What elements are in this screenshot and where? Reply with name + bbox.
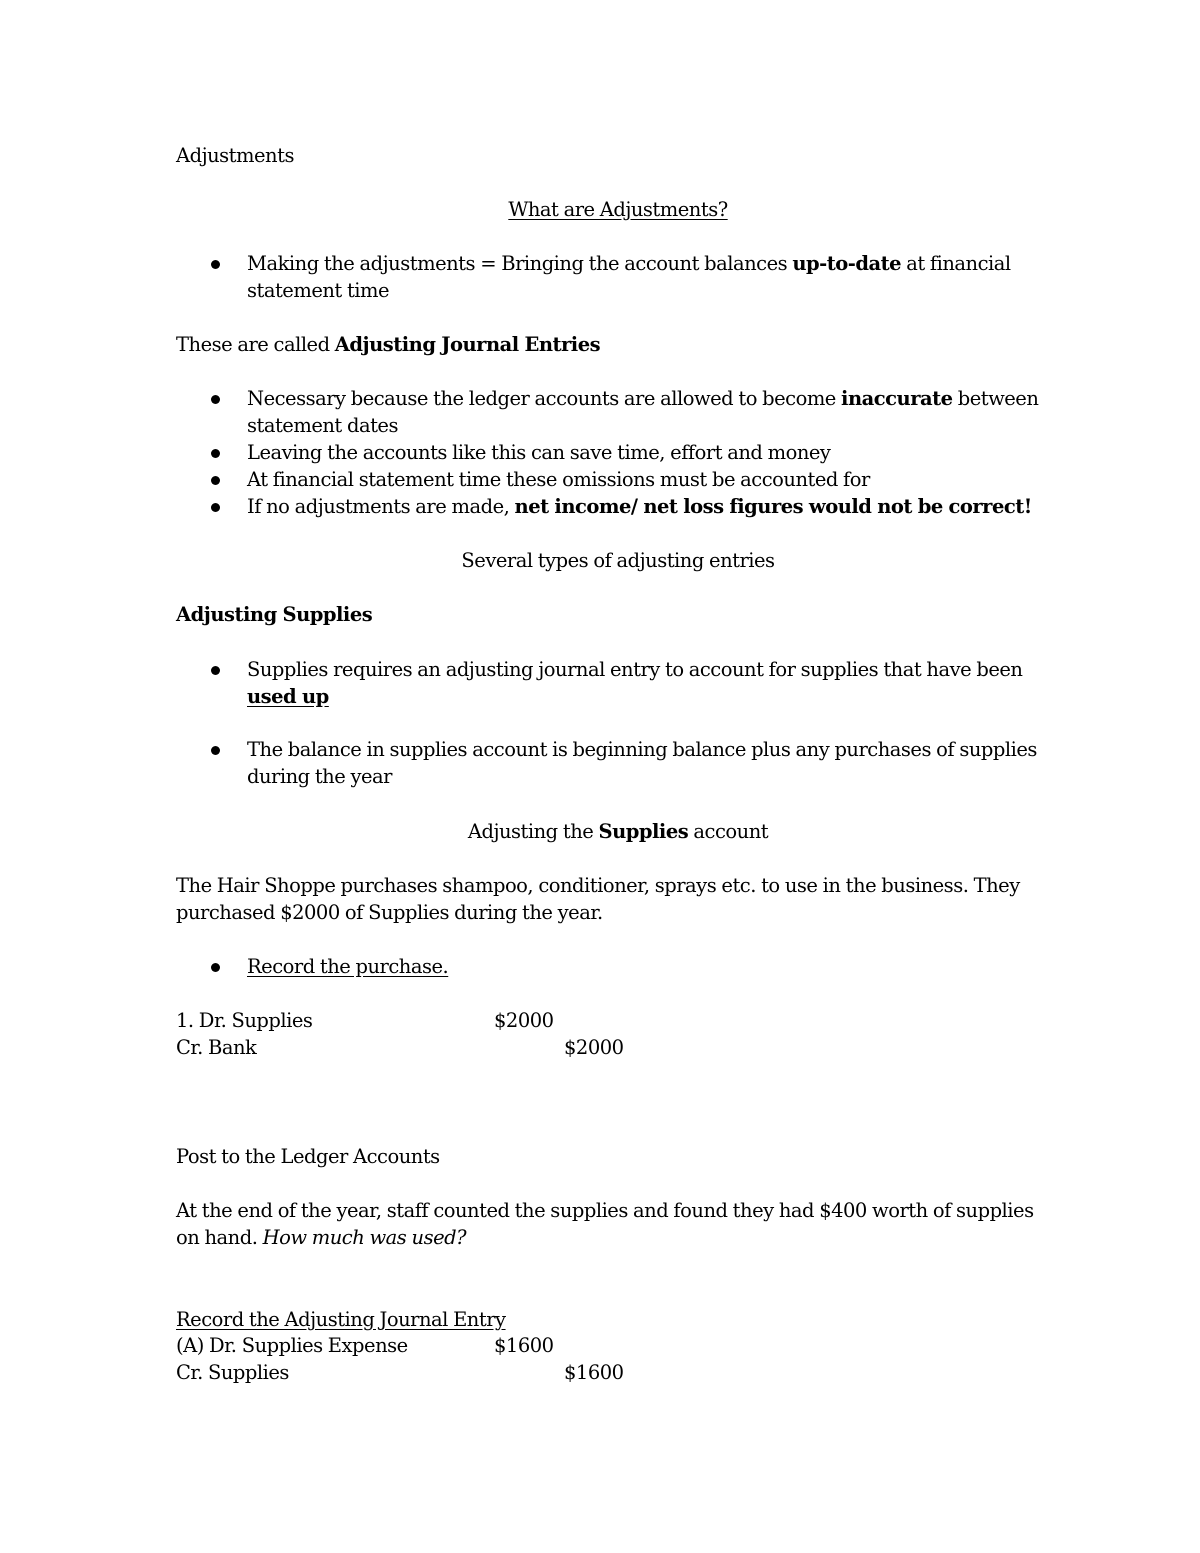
bullet-text-pre: Making the adjustments = Bringing the account balances: [247, 252, 793, 275]
record-purchase-text: Record the purchase.: [247, 955, 449, 978]
entry2-credit-label: Cr. Supplies: [176, 1361, 289, 1384]
title-bold: Supplies: [598, 820, 689, 843]
bullet-text-bold: net income/ net loss figures would not be correct!: [514, 495, 1032, 518]
count-paragraph: [176, 1197, 1046, 1251]
bullet-record-purchase: [247, 953, 1047, 980]
record-adjusting-heading: [176, 1306, 506, 1333]
bullet-text-pre: If no adjustments are made,: [247, 495, 515, 518]
entry1-credit-amount: $2000: [564, 1036, 624, 1059]
count-italic: How much was used?: [262, 1226, 467, 1249]
bullet-supplies-balance: The balance in supplies account is beginning balance plus any purchases of supplies during the year: [247, 738, 1037, 788]
called-pre: These are called: [176, 333, 335, 356]
post-ledger-line: Post to the Ledger Accounts: [176, 1145, 440, 1168]
section-heading-text: What are Adjustments?: [508, 198, 728, 221]
bullet-supplies-used: [247, 656, 1047, 710]
entry1-debit-amount: $2000: [494, 1009, 554, 1032]
bullet-text-bold: inaccurate: [841, 387, 953, 410]
bullet-icon: [211, 260, 220, 269]
bullet-text-pre: Supplies requires an adjusting journal entry to account for supplies that have been: [247, 658, 1023, 681]
called-line: [176, 331, 600, 358]
bullet-omissions: At financial statement time these omissions must be accounted for: [247, 468, 870, 491]
entry2-debit-amount: $1600: [494, 1334, 554, 1357]
bullet-text-pre: Necessary because the ledger accounts are allowed to become: [247, 387, 842, 410]
bullet-text-bold: up-to-date: [792, 252, 902, 275]
bullet-definition: [247, 250, 1047, 304]
document-title: Adjustments: [176, 144, 294, 167]
entry1-debit-label: 1. Dr. Supplies: [176, 1009, 313, 1032]
bullet-icon: [211, 666, 220, 675]
bullet-text-post: at financial statement time: [247, 252, 1011, 302]
supplies-heading-text: Adjusting Supplies: [176, 603, 373, 626]
count-pre: At the end of the year, staff counted the supplies and found they had $400 worth of supplies on hand.: [176, 1199, 1034, 1249]
bullet-text-bold-underline: used up: [247, 685, 329, 708]
title-post: account: [688, 820, 769, 843]
record-adjusting-text: Record the Adjusting Journal Entry: [176, 1308, 506, 1331]
example-paragraph: The Hair Shoppe purchases shampoo, conditioner, sprays etc. to use in the business. They purchased $2000 of Supplies during the year.: [176, 874, 1020, 924]
entry2-credit-amount: $1600: [564, 1361, 624, 1384]
bullet-icon: [211, 476, 220, 485]
bullet-icon: [211, 963, 220, 972]
supplies-heading: [176, 601, 372, 628]
types-heading: Several types of adjusting entries: [461, 549, 775, 572]
title-pre: Adjusting the: [467, 820, 599, 843]
bullet-text-post: between statement dates: [247, 387, 1039, 437]
bullet-icon: [211, 503, 220, 512]
bullet-no-adjustments: [247, 493, 1047, 520]
section-heading: [0, 196, 1200, 223]
entry1-credit-label: Cr. Bank: [176, 1036, 257, 1059]
bullet-icon: [211, 395, 220, 404]
adjusting-supplies-title: [0, 818, 1200, 845]
called-bold: Adjusting Journal Entries: [334, 333, 601, 356]
bullet-icon: [211, 746, 220, 755]
bullet-icon: [211, 449, 220, 458]
bullet-leaving: Leaving the accounts like this can save time, effort and money: [247, 441, 831, 464]
bullet-necessary: [247, 385, 1047, 439]
entry2-debit-label: (A) Dr. Supplies Expense: [176, 1334, 408, 1357]
